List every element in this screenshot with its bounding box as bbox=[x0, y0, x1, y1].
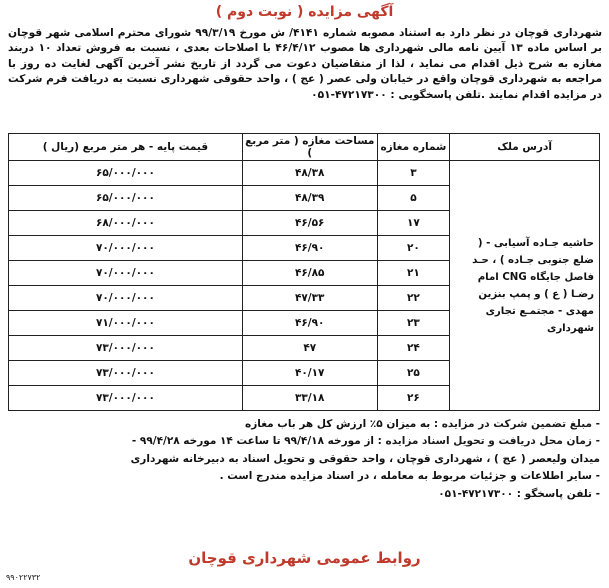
header-price: قیمت پایه - هر متر مربع (ریال ) bbox=[9, 134, 243, 161]
price-cell: ۶۵/۰۰۰/۰۰۰ bbox=[9, 186, 243, 211]
address-cell: حاشیه جـاده آسیابی - ( ضلع جنوبی جـاده ) ، حـد فاصل جایگاه CNG امام رضـا ( ع ) و پمپ بنزین مهدی - مجتمـع تجاری شهرداری bbox=[450, 161, 600, 411]
other-info: - سایر اطلاعات و جزئیات مربوط به معامله ، در اسناد مزایده مندرج است . bbox=[219, 470, 600, 483]
time-label: - زمان محل دریافت و تحویل اسناد مزایده : bbox=[377, 435, 600, 448]
notice-notes bbox=[10, 416, 600, 503]
area-cell: ۴۷/۳۳ bbox=[242, 286, 377, 311]
deposit-value: به میزان ۵٪ ارزش کل هر باب مغازه bbox=[245, 418, 434, 430]
shop-no-cell: ۲۱ bbox=[377, 261, 450, 286]
notice-code: ۹۹۰۲۲۷۳۲ bbox=[6, 573, 41, 582]
area-cell: ۴۸/۳۹ bbox=[242, 186, 377, 211]
price-cell: ۶۸/۰۰۰/۰۰۰ bbox=[9, 211, 243, 236]
area-cell: ۴۶/۵۶ bbox=[242, 211, 377, 236]
header-area: مساحت مغازه ( متر مربع ) bbox=[242, 134, 377, 161]
area-cell: ۳۳/۱۸ bbox=[242, 386, 377, 411]
notice-intro bbox=[8, 26, 602, 103]
shop-no-cell: ۲۴ bbox=[377, 336, 450, 361]
phone-label: - تلفن پاسخگو : bbox=[516, 487, 600, 500]
time-value: از مورخه ۹۹/۴/۱۸ تا ساعت ۱۴ مورخه ۹۹/۴/۲۸ - bbox=[131, 435, 378, 448]
area-cell: ۴۶/۸۵ bbox=[242, 261, 377, 286]
phone-value: ۰۵۱-۴۷۲۱۷۳۰۰ bbox=[438, 487, 514, 500]
auction-table bbox=[8, 133, 600, 411]
area-cell: ۴۷ bbox=[242, 336, 377, 361]
shop-no-cell: ۱۷ bbox=[377, 211, 450, 236]
price-cell: ۷۰/۰۰۰/۰۰۰ bbox=[9, 261, 243, 286]
price-cell: ۶۵/۰۰۰/۰۰۰ bbox=[9, 161, 243, 186]
deposit-label: - مبلغ تضمین شرکت در مزایده : bbox=[433, 418, 600, 430]
header-address: آدرس ملک bbox=[450, 134, 600, 161]
shop-no-cell: ۲۲ bbox=[377, 286, 450, 311]
area-cell: ۴۶/۹۰ bbox=[242, 311, 377, 336]
notice-title: آگهی مزایده ( نوبت دوم ) bbox=[215, 4, 394, 20]
header-shop-no: شماره مغازه bbox=[377, 134, 450, 161]
table-header-row bbox=[9, 134, 600, 161]
price-cell: ۷۳/۰۰۰/۰۰۰ bbox=[9, 386, 243, 411]
price-cell: ۷۰/۰۰۰/۰۰۰ bbox=[9, 286, 243, 311]
area-cell: ۴۸/۳۸ bbox=[242, 161, 377, 186]
area-cell: ۴۶/۹۰ bbox=[242, 236, 377, 261]
shop-no-cell: ۲۵ bbox=[377, 361, 450, 386]
price-cell: ۷۰/۰۰۰/۰۰۰ bbox=[9, 236, 243, 261]
area-cell: ۴۰/۱۷ bbox=[242, 361, 377, 386]
shop-no-cell: ۲۳ bbox=[377, 311, 450, 336]
shop-no-cell: ۲۶ bbox=[377, 386, 450, 411]
price-cell: ۷۳/۰۰۰/۰۰۰ bbox=[9, 361, 243, 386]
intro-text: شهرداری قوچان در نظر دارد به استناد مصوبه شماره ۴۱۴۱/ ش مورخ ۹۹/۳/۱۹ شورای محترم اسلامی شهر قوچان بر اساس ماده ۱۳ آیین نامه مالی شهرداری ها مصوب ۴۶/۴/۱۲ با اصلاحات بعدی ، نسبت به فروش تعداد ۱۰ دربند مغازه به شرح ذیل اقدام می نماید ، لذا از متقاضیان دعوت می گردد از تاریخ نشر آخرین آگهی لغایت ده روز با مراجعه به شهرداری قوچان واقع در خیابان ولی عصر ( عج ) ، واحد حقوقی شهرداری نسبت به دریافت فرم شرکت در مزایده اقدام نمایند .تلفن پاسخگویی : bbox=[8, 27, 602, 101]
time-line-2: میدان ولیعصر ( عج ) ، شهرداری قوچان ، واحد حقوقی و تحویل اسناد به دبیرخانه شهرداری bbox=[130, 452, 600, 465]
table-row bbox=[9, 161, 600, 186]
shop-no-cell: ۲۰ bbox=[377, 236, 450, 261]
deposit-line bbox=[10, 416, 600, 433]
shop-no-cell: ۵ bbox=[377, 186, 450, 211]
shop-no-cell: ۳ bbox=[377, 161, 450, 186]
phone-line bbox=[10, 486, 600, 503]
intro-phone: ۰۵۱-۴۷۲۱۷۳۰۰ bbox=[311, 88, 387, 101]
time-line bbox=[10, 433, 600, 450]
footer-signature: روابط عمومی شهرداری قوچان bbox=[188, 549, 421, 567]
price-cell: ۷۱/۰۰۰/۰۰۰ bbox=[9, 311, 243, 336]
price-cell: ۷۳/۰۰۰/۰۰۰ bbox=[9, 336, 243, 361]
